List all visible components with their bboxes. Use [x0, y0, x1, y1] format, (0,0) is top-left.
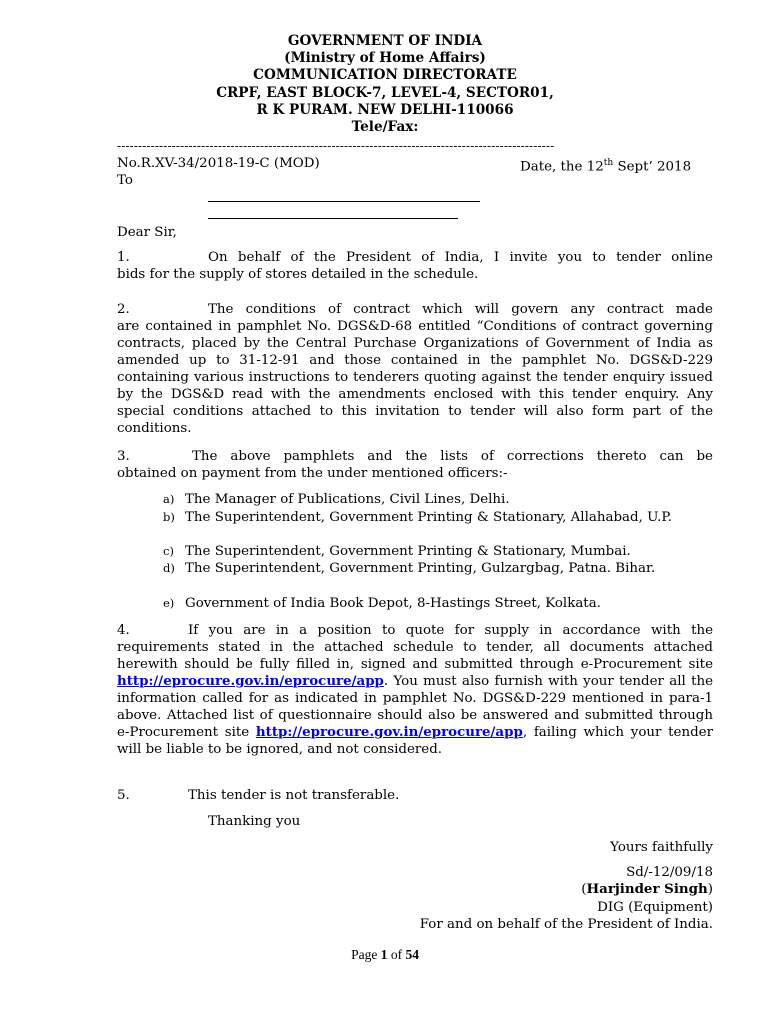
para4-text-a: requirements stated in the attached schedule to tender, all documents attached herewith should be fully filled in, signed and submitted through e-Procurement site — [117, 640, 713, 672]
header-ministry: (Ministry of Home Affairs) — [284, 50, 486, 66]
name-open-paren: ( — [581, 882, 587, 897]
para5-number: 5. — [117, 788, 130, 803]
of-word: of — [387, 947, 406, 962]
list-letter: b) — [163, 510, 175, 524]
address-blank-line-2 — [208, 218, 458, 219]
para3-first-line: The above pamphlets and the lists of corrections thereto can be — [192, 449, 713, 464]
eprocure-link[interactable]: http://eprocure.gov.in/eprocure/app — [117, 673, 384, 689]
reference-number: No.R.XV-34/2018-19-C (MOD) — [117, 156, 320, 171]
list-letter: e) — [163, 596, 175, 610]
para4-body — [117, 639, 713, 758]
list-letter: a) — [163, 492, 175, 506]
para2-first-line: The conditions of contract which will govern any contract made — [208, 302, 713, 317]
signatory-designation: DIG (Equipment) — [597, 900, 713, 915]
page-word: Page — [351, 947, 381, 962]
on-behalf-line: For and on behalf of the President of India. — [419, 917, 713, 932]
list-text: The Superintendent, Government Printing & Stationary, Allahabad, U.P. — [185, 510, 672, 525]
para3-body: obtained on payment from the under mentioned officers:- — [117, 466, 508, 481]
para4-text-b: . You must also furnish with your tender all the information called for as indicated in pamphlet No. DGS&D-229 mentioned in para-1 above. Attached list of questionnaire should also be answered and submitted through e-Procurement site — [117, 674, 713, 740]
para4-first-line: If you are in a position to quote for supply in accordance with the — [188, 623, 713, 638]
header-address-line2: R K PURAM. NEW DELHI-110066 — [256, 102, 514, 118]
list-letter: d) — [163, 561, 175, 575]
para1-body: bids for the supply of stores detailed in the schedule. — [117, 267, 479, 282]
para1-number: 1. — [117, 250, 130, 265]
eprocure-link[interactable]: http://eprocure.gov.in/eprocure/app — [255, 724, 523, 740]
signature-date: Sd/-12/09/18 — [626, 865, 713, 880]
thanking-you: Thanking you — [208, 814, 301, 829]
header-telefax: Tele/Fax: — [351, 119, 419, 135]
list-text: The Manager of Publications, Civil Lines, Delhi. — [185, 492, 510, 507]
yours-faithfully: Yours faithfully — [610, 840, 713, 855]
header-government: GOVERNMENT OF INDIA — [287, 33, 483, 49]
list-text: The Superintendent, Government Printing & Stationary, Mumbai. — [185, 544, 631, 559]
officer-list-item — [163, 543, 713, 560]
para4-number: 4. — [117, 623, 130, 638]
page-total: 54 — [405, 947, 419, 962]
letter-date — [520, 155, 691, 175]
address-blank-line-1 — [208, 201, 480, 202]
signatory-name — [581, 881, 713, 898]
para5-text: This tender is not transferable. — [188, 788, 400, 803]
officer-list-item — [163, 491, 713, 508]
salutation: Dear Sir, — [117, 225, 177, 240]
para2-body: are contained in pamphlet No. DGS&D-68 entitled “Conditions of contract governing contracts, placed by the Central Purchase Organizations of Government of India as amended up to 31-12-91 and those contained in the pamphlet No. DGS&D-229 containing various instructions to tenderers quoting against the tender enquiry issued by the DGS&D read with the amendments enclosed with this tender enquiry. Any special conditions attached to this invitation to tender will also form part of the conditions. — [117, 319, 713, 436]
date-superscript: th — [603, 158, 614, 168]
officer-list-item — [163, 560, 713, 577]
para4-text-c: , failing which your tender will be liable to be ignored, and not considered. — [117, 725, 713, 757]
para3-number: 3. — [117, 449, 130, 464]
officer-list-item — [163, 509, 713, 526]
header-separator: -------------------------------------------------------------------------------------------------------- — [117, 139, 555, 153]
header-directorate: COMMUNICATION DIRECTORATE — [253, 67, 517, 83]
header-address-line1: CRPF, EAST BLOCK-7, LEVEL-4, SECTOR01, — [216, 85, 554, 101]
officer-list-item — [163, 595, 713, 612]
page-number: 1 — [380, 947, 388, 962]
para1-first-line: On behalf of the President of India, I invite you to tender online — [208, 250, 713, 265]
to-label: To — [117, 173, 133, 188]
page-footer — [0, 946, 770, 963]
name-close-paren: ) — [707, 882, 713, 897]
signatory-name-text: Harjinder Singh — [586, 881, 708, 897]
para2-number: 2. — [117, 302, 130, 317]
list-text: Government of India Book Depot, 8-Hastings Street, Kolkata. — [185, 596, 601, 611]
list-letter: c) — [163, 544, 174, 558]
date-suffix: Sept’ 2018 — [613, 159, 692, 175]
list-text: The Superintendent, Government Printing, Gulzargbag, Patna. Bihar. — [185, 561, 656, 576]
date-prefix: Date, the 12 — [520, 159, 604, 175]
